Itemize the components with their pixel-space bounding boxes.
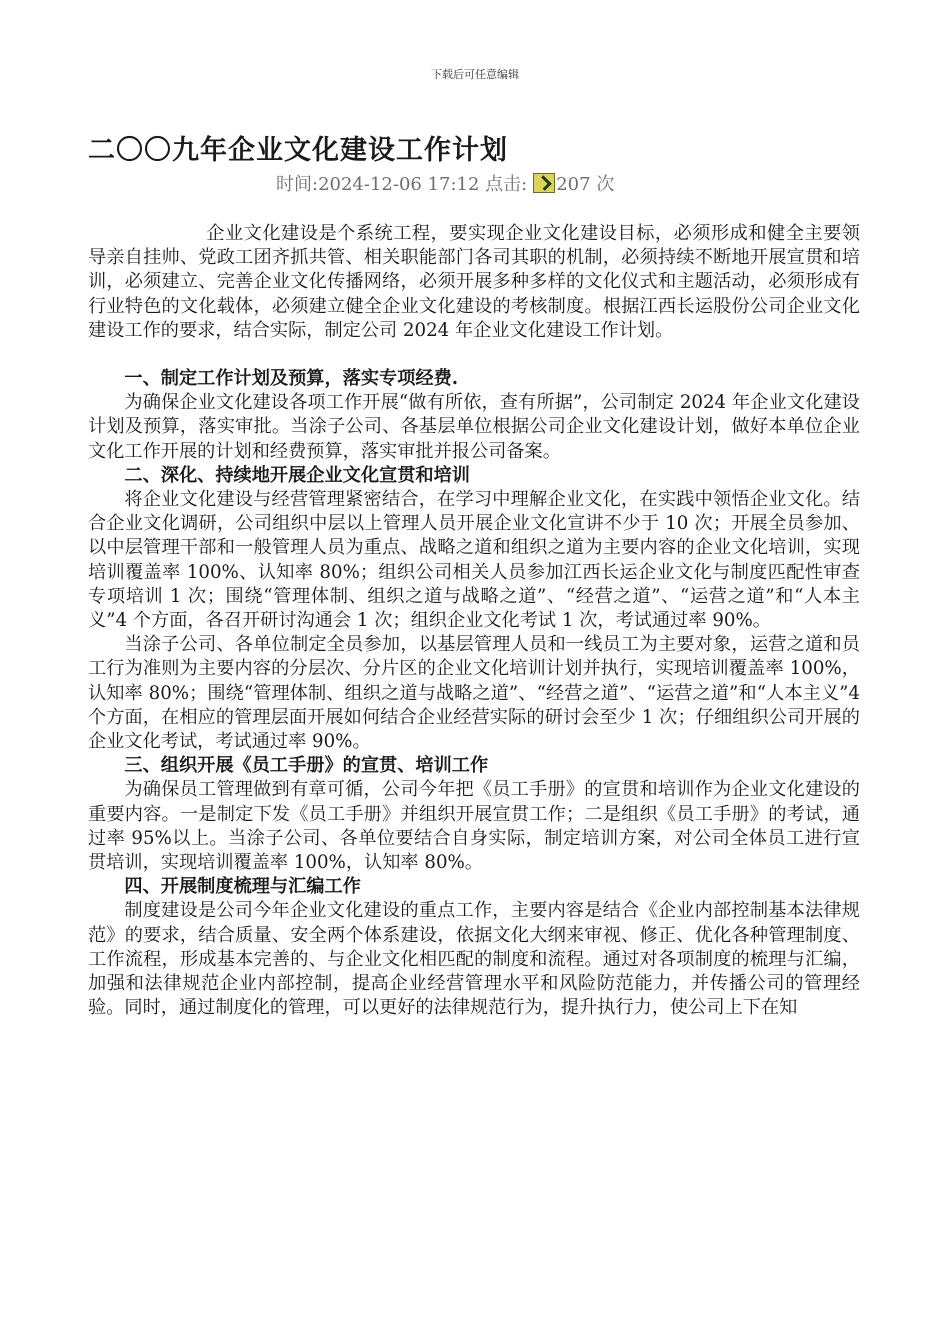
- section-3-paragraph: 为确保员工管理做到有章可循，公司今年把《员工手册》的宣贯和培训作为企业文化建设的重要内容。一是制定下发《员工手册》并组织开展宣贯工作；二是组织《员工手册》的考试，通过率 95%以上。当涂子公司、各单位要结合自身实际，制定培训方案，对公司全体员工进行宣贯培训，实现培训覆盖率 100%，认知率 80%。: [88, 779, 860, 874]
- section-1-heading: 一、制定工作计划及预算，落实专项经费.: [124, 368, 459, 390]
- section-3-heading: 三、组织开展《员工手册》的宣贯、培训工作: [124, 755, 489, 777]
- section-2-paragraph-1: 将企业文化建设与经营管理紧密结合，在学习中理解企业文化，在实践中领悟企业文化。结合企业文化调研，公司组织中层以上管理人员开展企业文化宣讲不少于 10 次；开展全员参加、以中层管理干部和一般管理人员为重点、战略之道和组织之道为主要内容的企业文化培训，实现培训覆盖率 100%、认知率 80%；组织公司相关人员参加江西长运企业文化与制度匹配性审查专项培训 1 次；围绕“管理体制、组织之道与战略之道”、“经营之道”、“运营之道”和“人本主义”4 个方面，各召开研讨沟通会 1 次；组织企业文化考试 1 次，考试通过率 90%。: [88, 489, 860, 632]
- document-body: [88, 222, 860, 1021]
- click-count: 207 次: [556, 174, 615, 195]
- document-title: 二〇〇九年企业文化建设工作计划: [88, 135, 508, 166]
- section-4-paragraph: 制度建设是公司今年企业文化建设的重点工作，主要内容是结合《企业内部控制基本法律规范》的要求，结合质量、安全两个体系建设，依据文化大纲来审视、修正、优化各种管理制度、工作流程，形成基本完善的、与企业文化相匹配的制度和流程。通过对各项制度的梳理与汇编，加强和法律规范企业内部控制，提高企业经营管理水平和风险防范能力，并传播公司的管理经验。同时，通过制度化的管理，可以更好的法律规范行为，提升执行力，使公司上下在知: [88, 900, 860, 1019]
- download-note: 下载后可任意编辑: [431, 68, 519, 81]
- article-meta: [276, 172, 614, 198]
- intro-paragraph: 企业文化建设是个系统工程，要实现企业文化建设目标，必须形成和健全主要领导亲自挂帅、党政工团齐抓共管、相关职能部门各司其职的机制，必须持续不断地开展宣贯和培训，必须建立、完善企业文化传播网络，必须开展多种多样的文化仪式和主题活动，必须形成有行业特色的文化载体，必须建立健全企业文化建设的考核制度。根据江西长运股份公司企业文化建设工作的要求，结合实际，制定公司 2024 年企业文化建设工作计划。: [88, 223, 860, 341]
- section-2-heading: 二、深化、持续地开展企业文化宣贯和培训: [124, 464, 470, 486]
- time-and-click-label: 时间:2024-12-06 17:12 点击:: [276, 174, 528, 195]
- section-4-heading: 四、开展制度梳理与汇编工作: [124, 876, 361, 898]
- section-1-paragraph: 为确保企业文化建设各项工作开展“做有所依，查有所据”，公司制定 2024 年企业文化建设计划及预算，落实审批。当涂子公司、各基层单位根据公司企业文化建设计划，做好本单位企业文化工作开展的计划和经费预算，落实审批并报公司备案。: [88, 392, 860, 462]
- pointer-icon: [533, 173, 555, 193]
- section-2-paragraph-2: 当涂子公司、各单位制定全员参加，以基层管理人员和一线员工为主要对象，运营之道和员工行为准则为主要内容的分层次、分片区的企业文化培训计划并执行，实现培训覆盖率 100%，认知率 80%；围绕“管理体制、组织之道与战略之道”、“经营之道”、“运营之道”和“人本主义”4 个方面，在相应的管理层面开展如何结合企业经营实际的研讨会至少 1 次；仔细组织公司开展的企业文化考试，考试通过率 90%。: [88, 634, 860, 753]
